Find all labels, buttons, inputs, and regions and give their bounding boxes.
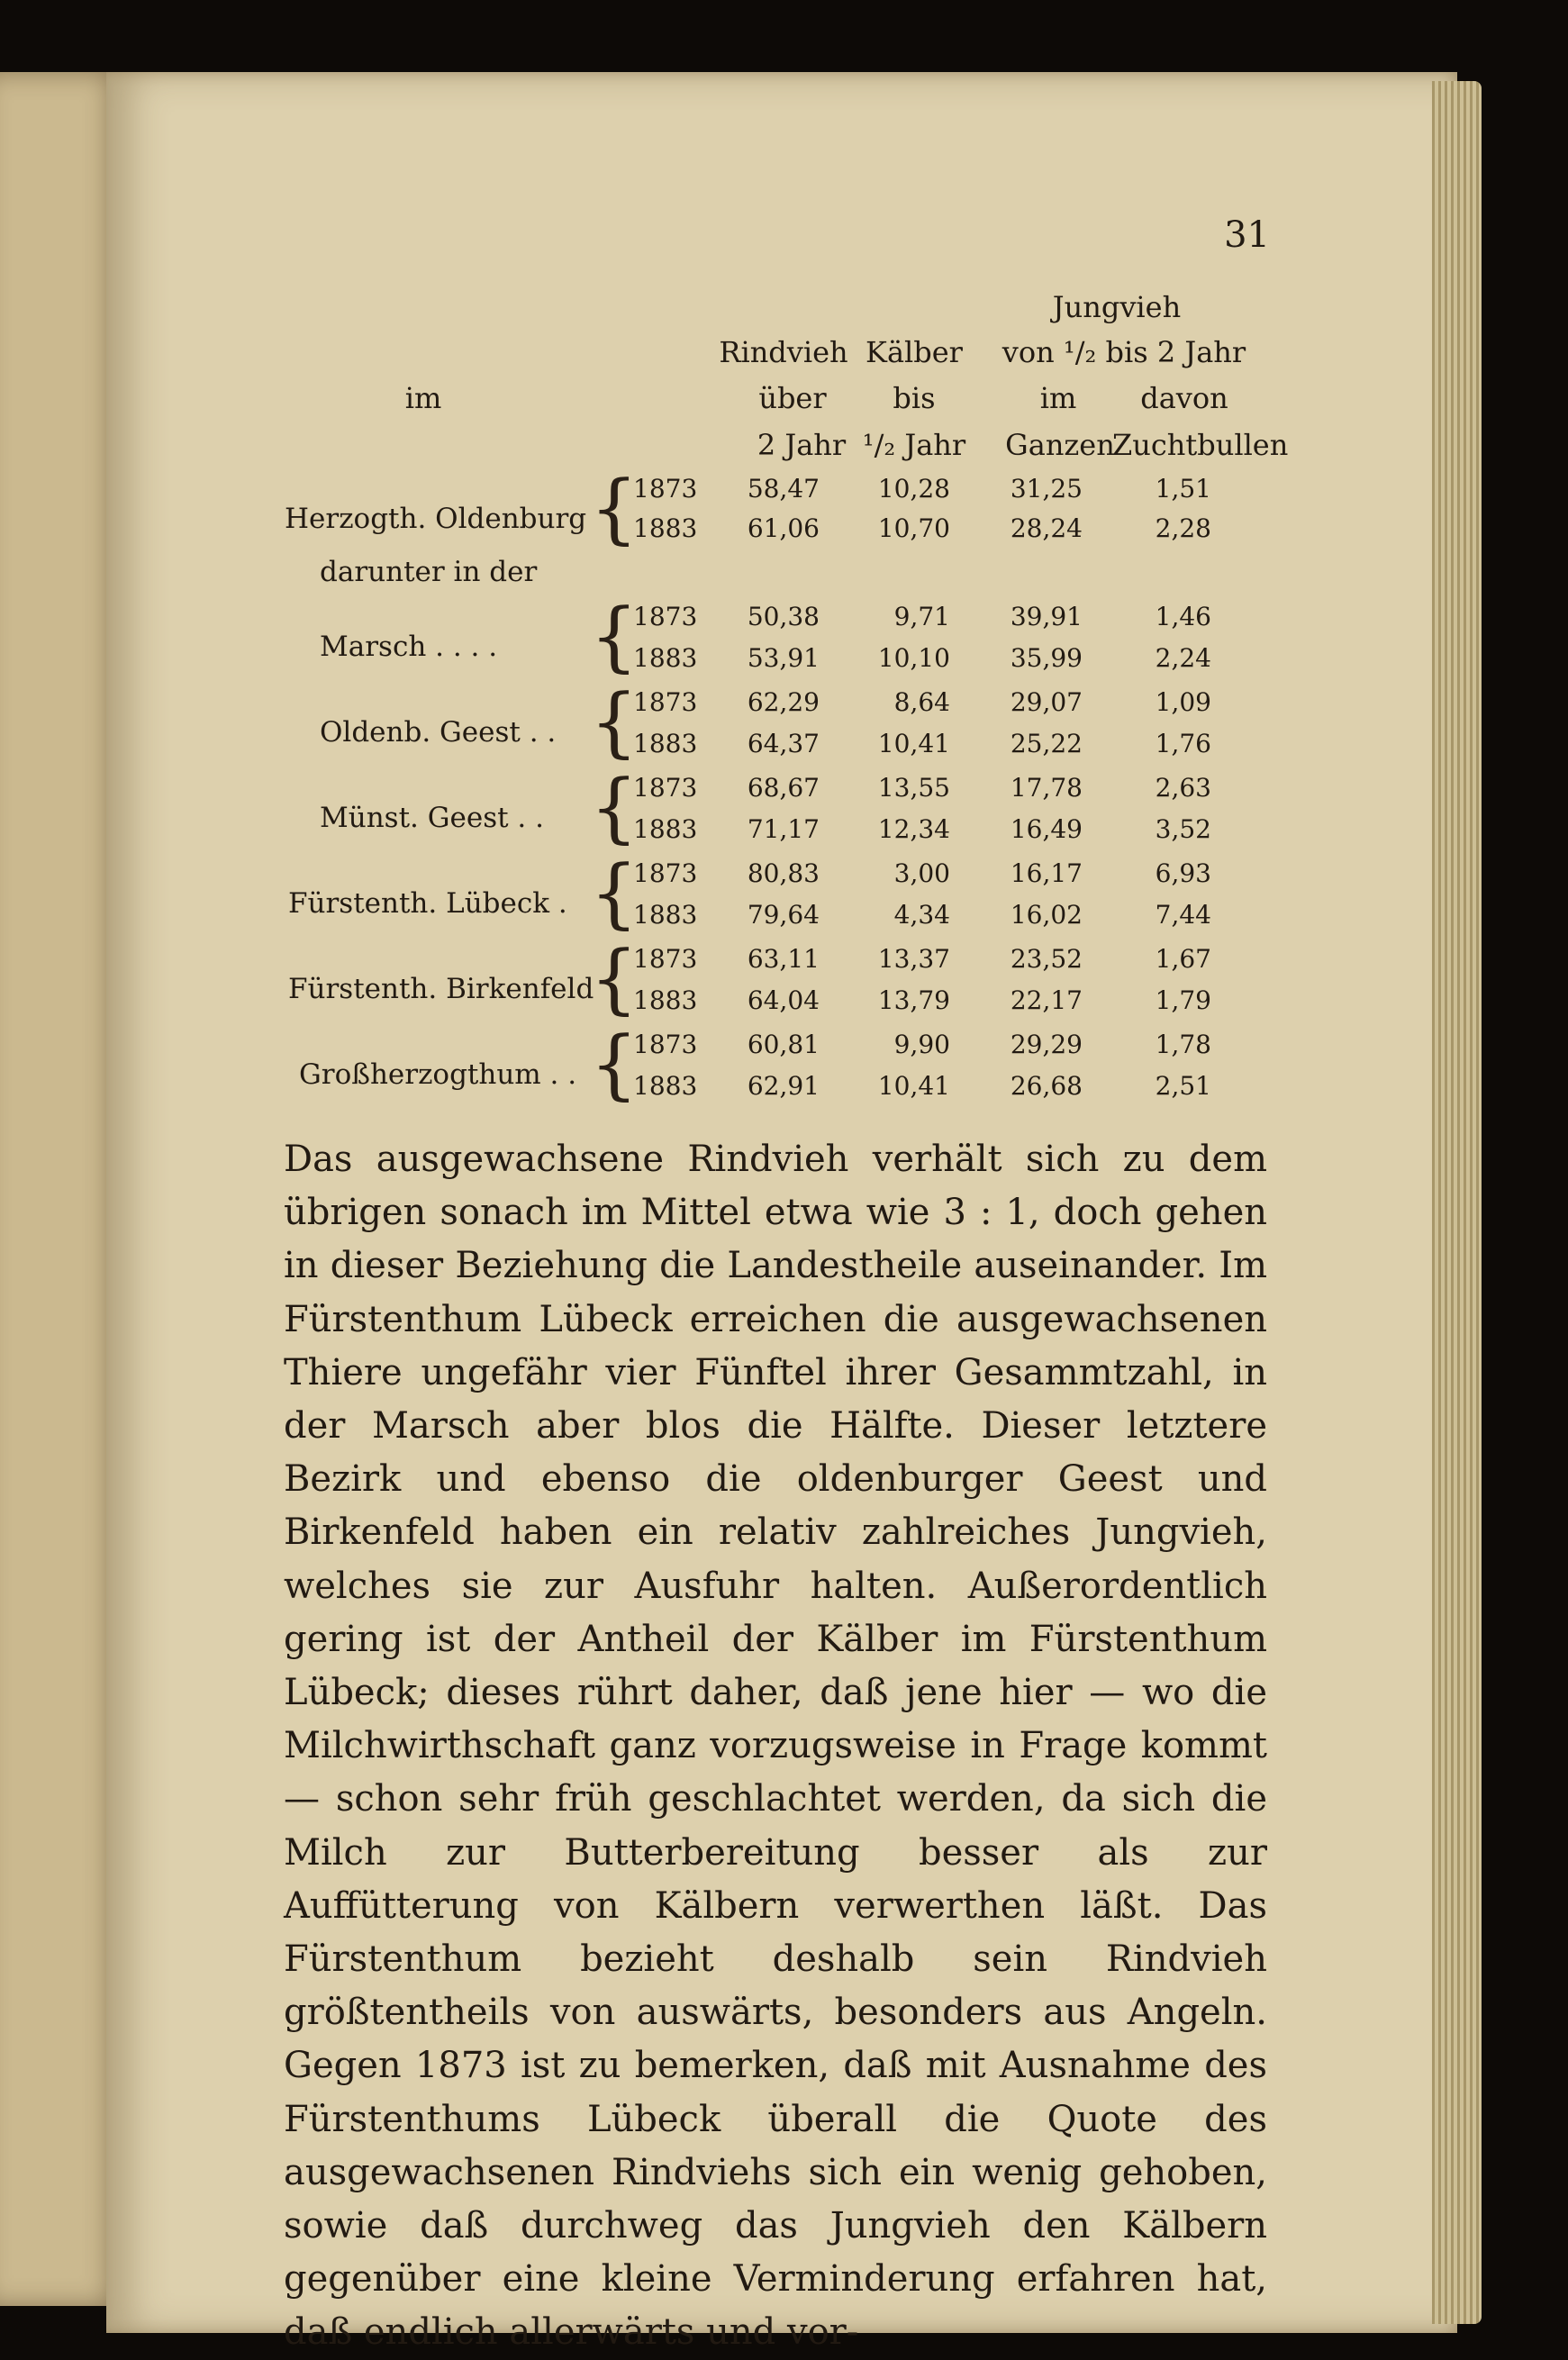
page-stack-edge	[1432, 81, 1482, 2324]
ganzen-cell: 22,17	[1010, 985, 1083, 1015]
ganzen-cell: 16,17	[1010, 858, 1083, 888]
rindvieh-cell: 79,64	[747, 900, 820, 930]
ganzen-cell: 17,78	[1010, 773, 1083, 803]
ganzen-cell: 26,68	[1010, 1071, 1083, 1101]
brace: {	[590, 934, 639, 1022]
row-name: Herzogth. Oldenburg	[285, 503, 587, 535]
brace: {	[590, 763, 639, 851]
header-kaelber-3: ¹/₂ Jahr	[862, 428, 966, 462]
zucht-cell: 1,79	[1155, 985, 1211, 1015]
year-cell: 1873	[633, 773, 698, 803]
brace: {	[590, 1020, 639, 1108]
year-cell: 1883	[633, 643, 698, 673]
rindvieh-cell: 61,06	[747, 513, 820, 543]
ganzen-cell: 35,99	[1010, 643, 1083, 673]
header-im: im	[404, 381, 442, 415]
header-kaelber-1: Kälber	[866, 335, 963, 369]
kaelber-cell: 13,37	[877, 944, 950, 974]
row-name: Großherzogthum . .	[299, 1058, 577, 1091]
zucht-cell: 1,78	[1155, 1030, 1211, 1059]
ganzen-cell: 31,25	[1010, 474, 1083, 504]
header-jungvieh: Jungvieh	[1052, 290, 1182, 324]
ganzen-cell: 29,07	[1010, 687, 1083, 717]
rindvieh-cell: 64,04	[747, 985, 820, 1015]
row-name: Oldenb. Geest . .	[320, 716, 557, 749]
rindvieh-cell: 64,37	[747, 729, 820, 758]
kaelber-cell: 9,90	[893, 1030, 950, 1059]
kaelber-cell: 10,10	[877, 643, 950, 673]
kaelber-cell: 10,41	[877, 729, 950, 758]
kaelber-cell: 10,41	[877, 1071, 950, 1101]
ganzen-cell: 16,02	[1010, 900, 1083, 930]
ganzen-cell: 29,29	[1010, 1030, 1083, 1059]
body-paragraph: Das ausgewachsene Rindvieh verhält sich zu dem übrigen sonach im Mittel etwa wie 3 : 1, doch gehen in dieser Beziehung die Landestheile auseinander. Im Fürstenthum Lübeck erreichen die ausgewachsenen Thiere ungefähr vier Fünftel ihrer Gesammtzahl, in der Marsch aber blos die Hälfte. Dieser letztere Bezirk und ebenso die oldenburger Geest und Birkenfeld haben ein relativ zahlreiches Jungvieh, welches sie zur Ausfuhr halten. Außerordentlich gering ist der Antheil der Kälber im Fürstenthum Lübeck; dieses rührt daher, daß jene hier — wo die Milchwirthschaft ganz vorzugsweise in Frage kommt — schon sehr früh geschlachtet werden, da sich die Milch zur Butterbereitung besser als zur Auffütterung von Kälbern verwerthen läßt. Das Fürstenthum bezieht deshalb sein Rindvieh größtentheils von auswärts, besonders aus Angeln. Gegen 1873 ist zu bemerken, daß mit Ausnahme des Fürstenthums Lübeck überall die Quote des ausgewachsenen Rindviehs sich ein wenig gehoben, sowie daß durchweg das Jungvieh den Kälbern gegenüber eine kleine Verminderung erfahren hat, daß endlich allerwärts und vor-	[284, 1139, 1267, 2354]
kaelber-cell: 8,64	[893, 687, 950, 717]
header-rindvieh-2: über	[758, 381, 827, 415]
rindvieh-cell: 60,81	[747, 1030, 820, 1059]
zucht-cell: 1,09	[1155, 687, 1211, 717]
zucht-cell: 1,46	[1155, 602, 1211, 631]
year-cell: 1873	[633, 602, 698, 631]
header-davon: davon	[1140, 381, 1228, 415]
year-cell: 1873	[633, 858, 698, 888]
zucht-cell: 1,67	[1155, 944, 1211, 974]
kaelber-cell: 4,34	[893, 900, 950, 930]
year-cell: 1873	[633, 687, 698, 717]
rindvieh-cell: 63,11	[747, 944, 820, 974]
rindvieh-cell: 62,29	[747, 687, 820, 717]
year-cell: 1883	[633, 985, 698, 1015]
rindvieh-cell: 62,91	[747, 1071, 820, 1101]
rindvieh-cell: 50,38	[747, 602, 820, 631]
ganzen-cell: 25,22	[1010, 729, 1083, 758]
zucht-cell: 1,76	[1155, 729, 1211, 758]
header-jungvieh-range: von ¹/₂ bis 2 Jahr	[1002, 335, 1246, 369]
note-darunter: darunter in der	[320, 556, 538, 588]
header-zuchtbullen: Zuchtbullen	[1112, 428, 1289, 462]
row-name: Fürstenth. Birkenfeld	[288, 973, 594, 1005]
year-cell: 1883	[633, 729, 698, 758]
zucht-cell: 3,52	[1155, 814, 1211, 844]
header-ganzen-1: im	[1039, 381, 1077, 415]
header-ganzen-2: Ganzen	[1005, 428, 1115, 462]
zucht-cell: 1,51	[1155, 474, 1211, 504]
kaelber-cell: 10,28	[877, 474, 950, 504]
rindvieh-cell: 71,17	[747, 814, 820, 844]
header-kaelber-2: bis	[893, 381, 936, 415]
ganzen-cell: 16,49	[1010, 814, 1083, 844]
year-cell: 1873	[633, 1030, 698, 1059]
header-rindvieh-3: 2 Jahr	[757, 428, 847, 462]
zucht-cell: 2,28	[1155, 513, 1211, 543]
row-name: Marsch . . . .	[320, 631, 498, 663]
brace: {	[590, 592, 639, 680]
year-cell: 1873	[633, 474, 698, 504]
rindvieh-cell: 58,47	[747, 474, 820, 504]
zucht-cell: 2,51	[1155, 1071, 1211, 1101]
row-name: Fürstenth. Lübeck .	[288, 887, 567, 920]
brace: {	[590, 677, 639, 766]
kaelber-cell: 3,00	[893, 858, 950, 888]
header-rindvieh-1: Rindvieh	[719, 335, 848, 369]
brace: {	[590, 849, 639, 937]
ganzen-cell: 39,91	[1010, 602, 1083, 631]
year-cell: 1873	[633, 944, 698, 974]
zucht-cell: 2,24	[1155, 643, 1211, 673]
year-cell: 1883	[633, 513, 698, 543]
rindvieh-cell: 53,91	[747, 643, 820, 673]
kaelber-cell: 9,71	[893, 602, 950, 631]
kaelber-cell: 12,34	[877, 814, 950, 844]
ganzen-cell: 28,24	[1010, 513, 1083, 543]
zucht-cell: 6,93	[1155, 858, 1211, 888]
page-number: 31	[1224, 214, 1270, 256]
row-name: Münst. Geest . .	[320, 802, 544, 834]
rindvieh-cell: 80,83	[747, 858, 820, 888]
brace: {	[590, 464, 639, 552]
year-cell: 1883	[633, 1071, 698, 1101]
kaelber-cell: 13,79	[877, 985, 950, 1015]
kaelber-cell: 13,55	[877, 773, 950, 803]
zucht-cell: 7,44	[1155, 900, 1211, 930]
zucht-cell: 2,63	[1155, 773, 1211, 803]
year-cell: 1883	[633, 900, 698, 930]
ganzen-cell: 23,52	[1010, 944, 1083, 974]
kaelber-cell: 10,70	[877, 513, 950, 543]
year-cell: 1883	[633, 814, 698, 844]
rindvieh-cell: 68,67	[747, 773, 820, 803]
